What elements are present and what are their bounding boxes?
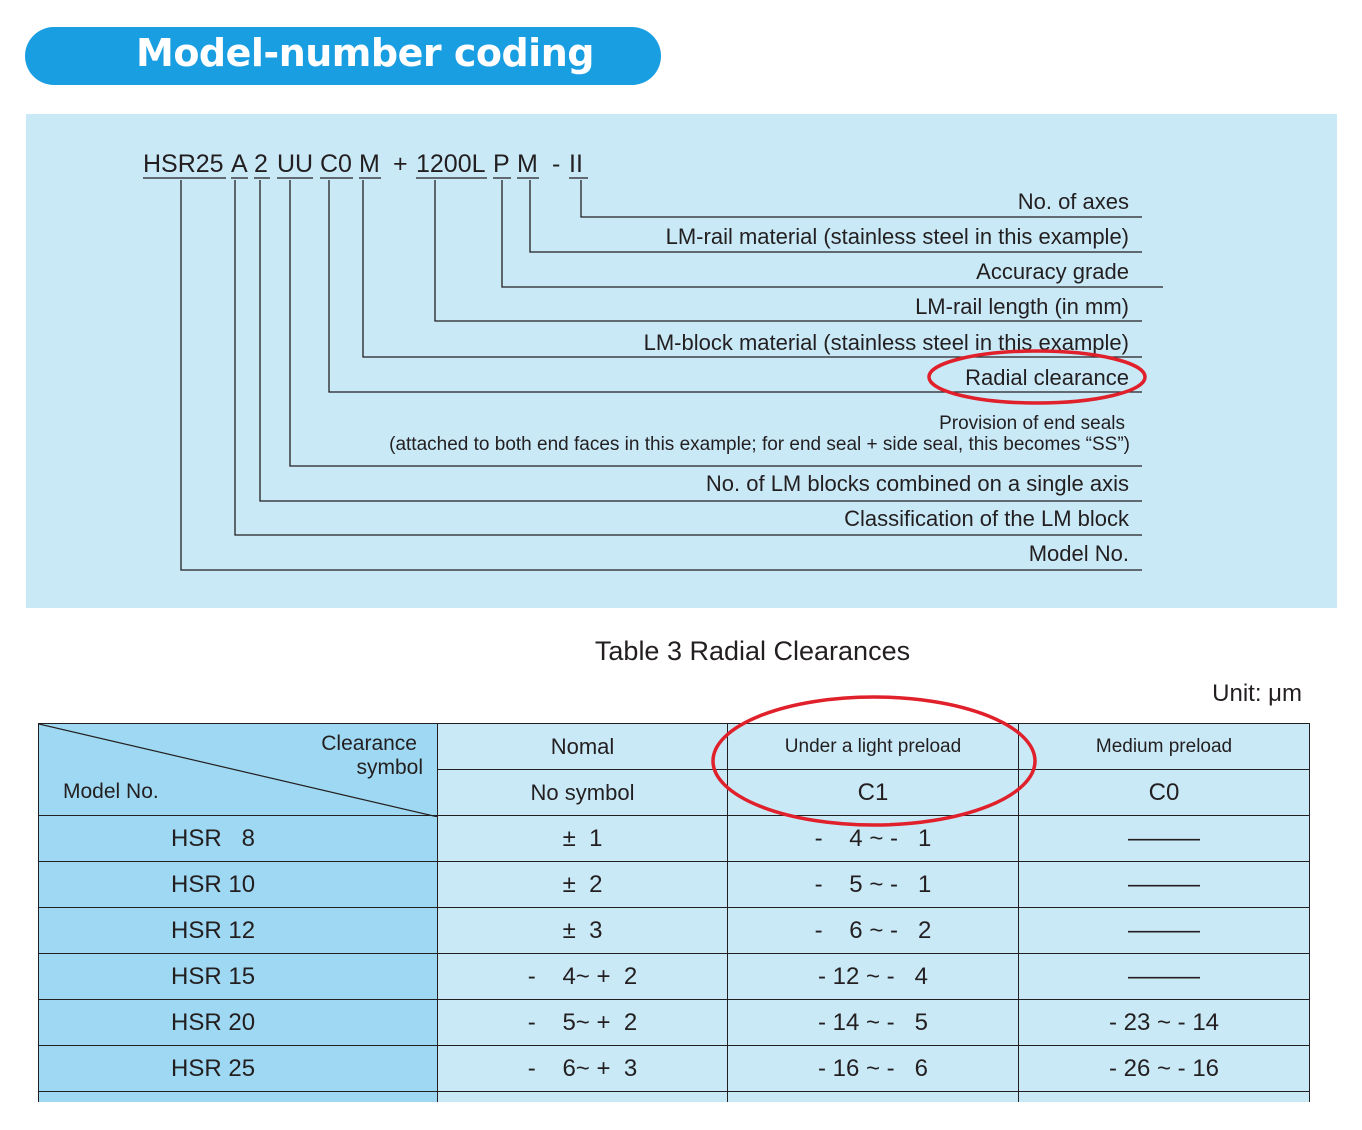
row-c0: ——— (1019, 816, 1310, 862)
label-end-seals-note: (attached to both end faces in this example; for end seal + side seal, this becomes “SS”) (389, 434, 1130, 455)
row-c1: - 5 ~ - 1 (728, 862, 1019, 908)
code-part-plus: + (393, 150, 408, 178)
table-title: Table 3 Radial Clearances (594, 636, 911, 666)
highlight-c1-column (713, 697, 1035, 825)
label-model-no: Model No. (1028, 541, 1129, 566)
row-model: HSR 20 (39, 1000, 438, 1046)
corner-clearance-symbol: Clearance symbol (321, 732, 423, 779)
row-c1: - 6 ~ - 2 (728, 908, 1019, 954)
code-part-clearance: C0 (320, 150, 352, 178)
label-block-material: LM-block material (stainless steel in this example) (643, 330, 1129, 355)
symbol-c0: C0 (1019, 770, 1310, 816)
label-radial-clearance: Radial clearance (965, 365, 1129, 390)
code-part-block-material: M (359, 150, 380, 178)
row-c1: - 12 ~ - 4 (728, 954, 1019, 1000)
code-part-rail-material: M (517, 150, 538, 178)
row-c0: ——— (1019, 954, 1310, 1000)
code-part-accuracy: P (493, 150, 510, 178)
code-part-axes: II (569, 150, 583, 178)
row-c1: - 16 ~ - 6 (728, 1046, 1019, 1092)
row-normal: - 4~ + 2 (438, 954, 728, 1000)
header-light-preload: Under a light preload (728, 724, 1019, 770)
corner-model-no: Model No. (63, 780, 159, 803)
label-accuracy-grade: Accuracy grade (976, 259, 1129, 284)
section-title: Model-number coding (136, 31, 594, 75)
row-c1: - 14 ~ - 5 (728, 1000, 1019, 1046)
label-axes: No. of axes (1017, 189, 1129, 214)
header-medium-preload: Medium preload (1019, 724, 1310, 770)
code-part-dash: - (552, 150, 561, 178)
row-normal: ± 1 (438, 816, 728, 862)
code-part-rail-length: 1200L (416, 150, 486, 178)
label-rail-material: LM-rail material (stainless steel in this example) (665, 224, 1129, 249)
row-normal: ± 2 (438, 862, 728, 908)
row-c0: - 26 ~ - 16 (1019, 1046, 1310, 1092)
header-normal: Nomal (438, 724, 728, 770)
row-model: HSR 25 (39, 1046, 438, 1092)
row-model: HSR 8 (39, 816, 438, 862)
row-normal: ± 3 (438, 908, 728, 954)
code-part-blocks: 2 (254, 150, 268, 178)
row-c0: ——— (1019, 862, 1310, 908)
row-c0: ——— (1019, 908, 1310, 954)
label-rail-length: LM-rail length (in mm) (915, 294, 1129, 319)
code-part-class: A (231, 150, 248, 178)
row-c0: - 23 ~ - 14 (1019, 1000, 1310, 1046)
code-part-seals: UU (277, 150, 314, 178)
row-c1: - 4 ~ - 1 (728, 816, 1019, 862)
row-model: HSR 15 (39, 954, 438, 1000)
row-normal: - 6~ + 3 (438, 1046, 728, 1092)
symbol-normal: No symbol (438, 770, 728, 816)
label-block-classification: Classification of the LM block (844, 506, 1129, 531)
table-unit: Unit: μm (1212, 680, 1302, 707)
row-model: HSR 10 (39, 862, 438, 908)
row-model: HSR 12 (39, 908, 438, 954)
label-blocks-per-axis: No. of LM blocks combined on a single axis (705, 471, 1129, 496)
row-normal: - 5~ + 2 (438, 1000, 728, 1046)
label-end-seals: Provision of end seals (939, 413, 1125, 434)
symbol-c1: C1 (728, 770, 1019, 816)
code-part-model: HSR25 (143, 150, 224, 178)
